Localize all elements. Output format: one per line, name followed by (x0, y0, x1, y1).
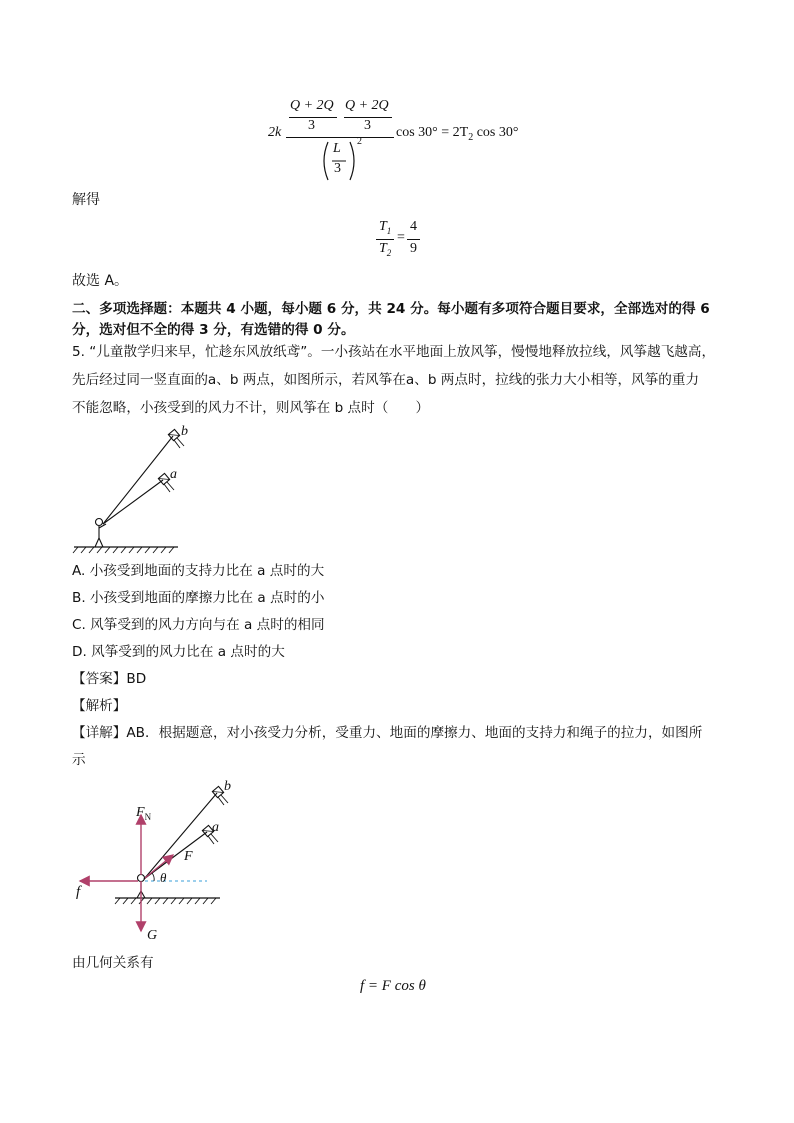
eq2-denominator (379, 241, 391, 258)
eq1-numerator-left: Q + 2Q (290, 98, 334, 113)
eq1-numerator-right: Q + 2Q (345, 98, 389, 113)
eq1-rhs (396, 125, 518, 143)
eq2-den-sub: 2 (386, 247, 392, 258)
detail-line1: 【详解】AB．根据题意，对小孩受力分析，受重力、地面的摩擦力、地面的支持力和绳子的拉力，如图所 (72, 725, 703, 741)
eq2-left-bar (376, 239, 394, 240)
question-line3: 不能忽略，小孩受到的风力不计，则风筝在 b 点时（ ） (72, 400, 430, 416)
fig2-label-a: a (212, 820, 219, 835)
question-line1: 5. “儿童散学归来早，忙趁东风放纸鸢”。一小孩站在水平地面上放风筝，慢慢地释放拉线，风筝越飞越高， (72, 344, 716, 360)
equation-3: f = F cos θ (360, 978, 426, 994)
choose-a-text: 故选 A。 (72, 273, 129, 289)
eq1-rhs-tail: cos 30° (473, 125, 519, 140)
analysis-label: 【解析】 (72, 698, 127, 714)
solve-label: 解得 (72, 192, 100, 208)
eq1-numerator-right-denominator: 3 (364, 118, 371, 133)
kite-figure-1 (70, 420, 190, 555)
option-c: C. 风筝受到的风力方向与在 a 点时的相同 (72, 617, 325, 633)
eq1-rhs-text: cos 30° = 2T (396, 125, 469, 140)
eq2-equals: = (397, 230, 405, 245)
geometry-text: 由几何关系有 (72, 955, 154, 971)
eq2-num-sub: 1 (386, 225, 392, 236)
option-d: D. 风筝受到的风力比在 a 点时的大 (72, 644, 285, 660)
answer-line: 【答案】BD (72, 671, 147, 687)
eq1-denominator-L: L (333, 141, 341, 156)
fig1-label-b: b (181, 424, 188, 439)
eq2-right-denominator: 9 (410, 241, 417, 256)
fig1-label-a: a (170, 467, 177, 482)
option-a: A. 小孩受到地面的支持力比在 a 点时的大 (72, 563, 325, 579)
eq2-right-bar (407, 239, 420, 240)
eq1-rhs-subscript: 2 (468, 131, 474, 143)
eq1-denominator-3: 3 (334, 161, 341, 176)
eq1-denominator-exponent: 2 (357, 136, 362, 147)
eq2-numerator (379, 219, 391, 236)
question-line2: 先后经过同一竖直面的a、b 两点，如图所示，若风筝在a、b 两点时，拉线的张力大小相等，风筝的重力 (72, 372, 700, 388)
eq1-main-fraction-bar (286, 137, 394, 138)
fig2-label-theta: θ (160, 870, 167, 885)
fig2-label-G: G (147, 928, 158, 943)
eq2-right-numerator: 4 (410, 219, 417, 234)
fig2-label-FN-sub: N (144, 811, 152, 822)
eq1-numerator-left-denominator: 3 (308, 118, 315, 133)
fig2-label-FN (136, 805, 151, 822)
option-b: B. 小孩受到地面的摩擦力比在 a 点时的小 (72, 590, 325, 606)
eq1-coefficient: 2k (268, 125, 282, 140)
fig2-label-F: F (184, 849, 193, 864)
fig2-label-b: b (224, 779, 231, 794)
section-heading-line1: 二、多项选择题：本题共 4 小题，每小题 6 分，共 24 分。每小题有多项符合题目要求，全部选对的得 6 (72, 301, 710, 317)
detail-line2: 示 (72, 752, 86, 768)
fig2-label-f: f (76, 884, 81, 900)
eq2-den-T: T (379, 241, 387, 256)
eq2-num-T: T (379, 219, 387, 234)
section-heading-line2: 分，选对但不全的得 3 分，有选错的得 0 分。 (72, 322, 355, 338)
fig2-label-FN-main: F (136, 805, 145, 820)
force-diagram (70, 775, 240, 950)
